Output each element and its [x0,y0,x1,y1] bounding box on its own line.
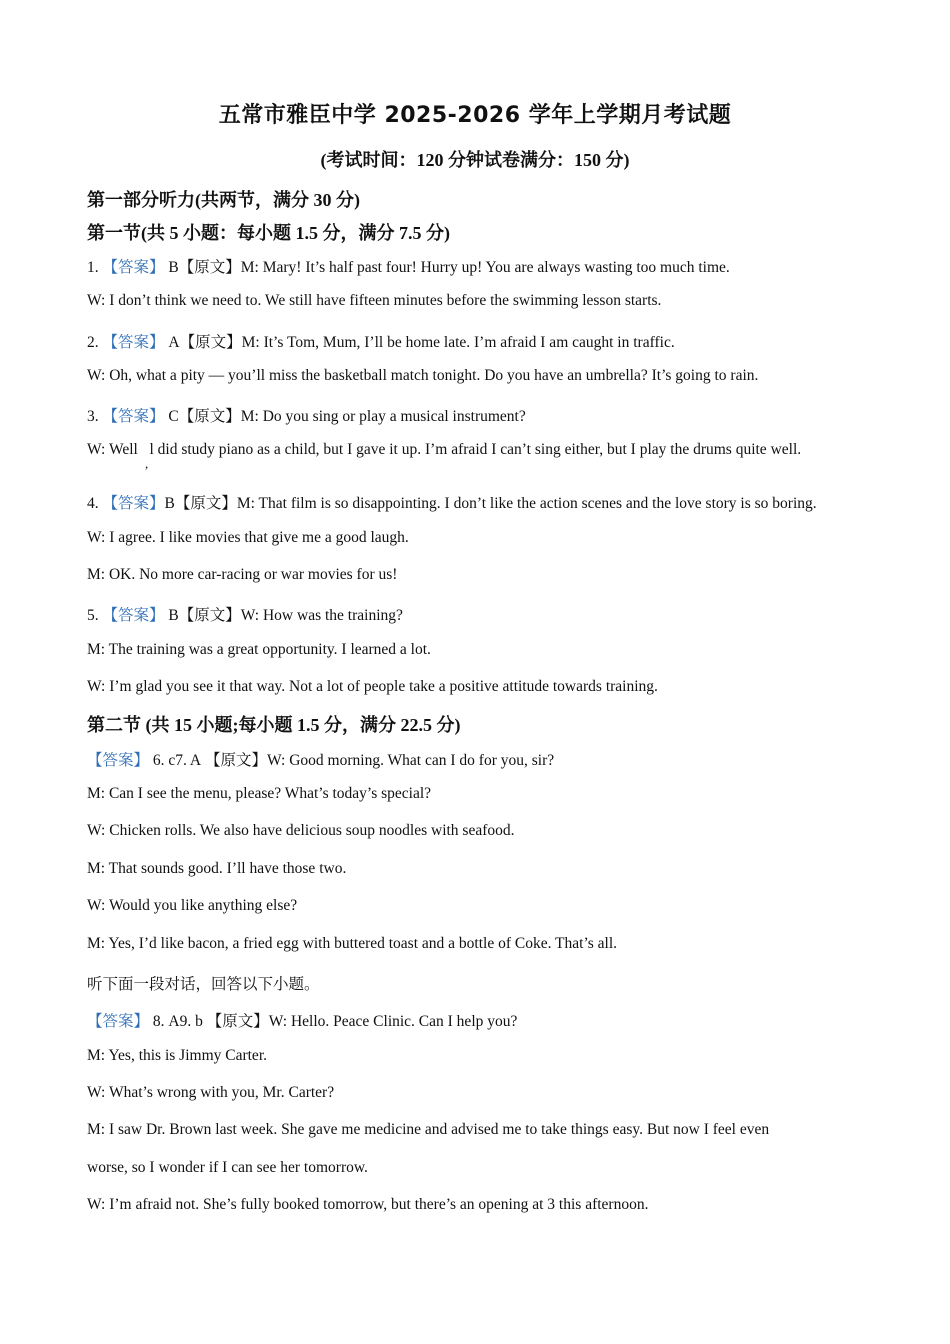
original-label: 【原文】 [174,495,237,512]
q1-key: B [164,259,179,276]
q6-7-dialogue-line: W: Chicken rolls. We also have delicious soup noodles with seafood. [87,822,515,839]
answer-label: 【答案】 [87,1013,150,1030]
q6-7-dialogue-line: M: That sounds good. I’ll have those two. [87,860,347,877]
q3-key: C [164,408,179,425]
original-label: 【原文】 [178,259,241,276]
exam-info: (考试时间：120 分钟试卷满分：150 分) [320,150,630,170]
section2-heading: 第二节 (共 15 小题;每小题 1.5 分，满分 22.5 分) [87,715,461,735]
answer-label: 【答案】 [102,495,165,512]
q8-9-dialogue-line: M: Yes, this is Jimmy Carter. [87,1047,267,1064]
q3-dialogue-start: W: Well [87,441,138,458]
q5-text: W: How was the training? [240,607,403,624]
answer-label: 【答案】 [102,607,165,624]
q8-9-text: W: Hello. Peace Clinic. Can I help you? [268,1013,518,1030]
q5-line [87,603,403,625]
q6-7-line [87,748,554,770]
original-label: 【原文】 [206,1013,269,1030]
instruction-line: 听下面一段对话，回答以下小题。 [87,976,320,993]
original-label: 【原文】 [204,752,267,769]
original-label: 【原文】 [178,607,241,624]
answer-label: 【答案】 [102,408,165,425]
q8-9-line [87,1009,517,1031]
stray-comma: , [145,456,149,471]
q8-9-key: 8. A9. b [149,1013,203,1030]
q2-key: A [164,334,180,351]
q3-line [87,404,526,426]
original-label: 【原文】 [178,408,241,425]
q5-dialogue-line: M: The training was a great opportunity. I learned a lot. [87,641,431,658]
q4-number: 4. [87,495,99,512]
q2-dialogue-line: W: Oh, what a pity — you’ll miss the basketball match tonight. Do you have an umbrella? It’s going to rain. [87,367,759,384]
q3-text: M: Do you sing or play a musical instrument? [240,408,526,425]
q1-line [87,255,730,277]
original-label: 【原文】 [179,334,242,351]
q2-line [87,330,675,352]
q5-dialogue-line: W: I’m glad you see it that way. Not a lot of people take a positive attitude towards training. [87,678,658,695]
q6-7-text: W: Good morning. What can I do for you, sir? [267,752,555,769]
answer-label: 【答案】 [102,334,165,351]
q2-number: 2. [87,334,99,351]
q2-text: M: It’s Tom, Mum, I’ll be home late. I’m afraid I am caught in traffic. [241,334,675,351]
answer-label: 【答案】 [87,752,150,769]
q1-number: 1. [87,259,99,276]
q5-number: 5. [87,607,99,624]
q6-7-key: 6. c7. A [149,752,202,769]
part1-heading: 第一部分听力(共两节，满分 30 分) [87,190,360,210]
q1-text: M: Mary! It’s half past four! Hurry up! You are always wasting too much time. [240,259,730,276]
q4-dialogue-line: M: OK. No more car-racing or war movies for us! [87,566,398,583]
q4-dialogue-line: W: I agree. I like movies that give me a good laugh. [87,529,409,546]
q3-dialogue-line [87,441,801,459]
q8-9-dialogue-line: W: What’s wrong with you, Mr. Carter? [87,1084,335,1101]
q8-9-dialogue-line: worse, so I wonder if I can see her tomorrow. [87,1159,368,1176]
q6-7-dialogue-line: M: Can I see the menu, please? What’s today’s special? [87,785,432,802]
q6-7-dialogue-line: W: Would you like anything else? [87,897,298,914]
q8-9-dialogue-line: W: I’m afraid not. She’s fully booked tomorrow, but there’s an opening at 3 this afternoon. [87,1196,649,1213]
q4-text: M: That film is so disappointing. I don’t like the action scenes and the love story is so boring. [236,495,817,512]
q1-dialogue-line: W: I don’t think we need to. We still have fifteen minutes before the swimming lesson starts. [87,292,662,309]
q5-key: B [164,607,179,624]
q6-7-dialogue-line: M: Yes, I’d like bacon, a fried egg with buttered toast and a bottle of Coke. That’s all. [87,935,618,952]
q4-key: B [164,495,175,512]
section1-heading: 第一节(共 5 小题：每小题 1.5 分，满分 7.5 分) [87,223,450,243]
answer-label: 【答案】 [102,259,165,276]
q3-dialogue-rest: l did study piano as a child, but I gave it up. I’m afraid I can’t sing either, but I play the drums quite well. [149,441,802,458]
page-title: 五常市雅臣中学 2025-2026 学年上学期月考试题 [218,103,732,128]
q3-number: 3. [87,408,99,425]
q4-line [87,491,817,513]
q8-9-dialogue-line: M: I saw Dr. Brown last week. She gave me medicine and advised me to take things easy. But now I feel even [87,1121,770,1138]
